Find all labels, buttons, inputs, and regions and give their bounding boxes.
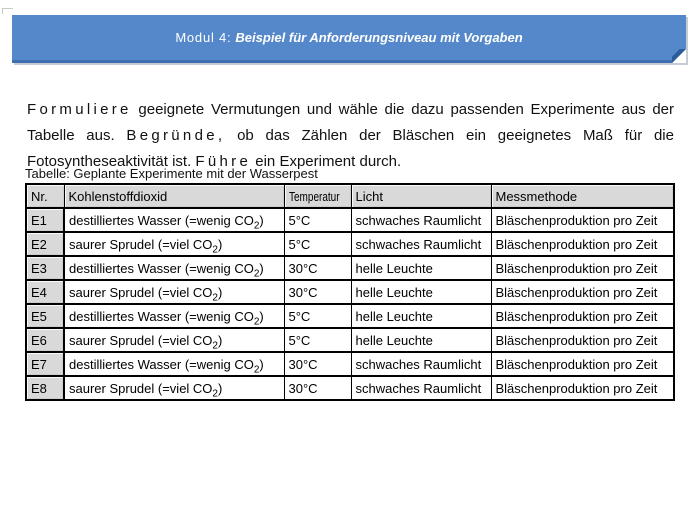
- table-cell: schwaches Raumlicht: [351, 232, 491, 256]
- table-row: [26, 232, 674, 256]
- table-cell: E2: [26, 232, 64, 256]
- table-cell: schwaches Raumlicht: [351, 376, 491, 400]
- table-cell: helle Leuchte: [351, 256, 491, 280]
- table-cell: E6: [26, 328, 64, 352]
- table-cell: helle Leuchte: [351, 304, 491, 328]
- crop-corner-mark: [2, 8, 13, 14]
- table-cell: Bläschenproduktion pro Zeit: [491, 376, 674, 400]
- table-body: [26, 208, 674, 400]
- column-header: Kohlenstoffdioxid: [64, 184, 284, 208]
- column-header: Licht: [351, 184, 491, 208]
- table-cell: Bläschenproduktion pro Zeit: [491, 256, 674, 280]
- table-cell: Bläschenproduktion pro Zeit: [491, 280, 674, 304]
- instruction-text: ein Experiment durch.: [251, 153, 402, 170]
- instruction-paragraph: [27, 97, 674, 175]
- table-row: [26, 304, 674, 328]
- table-cell: saurer Sprudel (=viel $CO_2$): [64, 376, 284, 400]
- table-row: [26, 280, 674, 304]
- table-cell: 30°C: [284, 376, 351, 400]
- column-header: Messmethode: [491, 184, 674, 208]
- table-cell: helle Leuchte: [351, 328, 491, 352]
- instruction-text: ob das Zählen der Bläschen ein geeignetes Maß für die Fotosyntheseaktivität ist.: [27, 127, 674, 170]
- table-cell: saurer Sprudel (=viel $CO_2$): [64, 328, 284, 352]
- table-cell: destilliertes Wasser (=wenig $CO_2$): [64, 304, 284, 328]
- table-cell: Bläschenproduktion pro Zeit: [491, 208, 674, 232]
- instruction-text: geeignete Vermutungen und wähle die dazu passenden Experimente aus der Tabelle aus.: [27, 101, 674, 144]
- column-header: [284, 184, 351, 208]
- table-cell: E4: [26, 280, 64, 304]
- table-cell: Bläschenproduktion pro Zeit: [491, 232, 674, 256]
- column-header: Nr.: [26, 184, 64, 208]
- table-row: [26, 352, 674, 376]
- table-row: [26, 376, 674, 400]
- experiments-table: [25, 183, 675, 401]
- table-cell: destilliertes Wasser (=wenig $CO_2$): [64, 352, 284, 376]
- command-word: Formuliere: [27, 101, 132, 118]
- table-cell: saurer Sprudel (=viel $CO_2$): [64, 280, 284, 304]
- title-banner: [12, 15, 686, 63]
- banner-title-prefix: Modul 4:: [175, 30, 232, 45]
- table-cell: destilliertes Wasser (=wenig $CO_2$): [64, 208, 284, 232]
- table-cell: E3: [26, 256, 64, 280]
- table-cell: destilliertes Wasser (=wenig $CO_2$): [64, 256, 284, 280]
- banner-title-emphasis: Beispiel für Anforderungsniveau mit Vorgaben: [235, 30, 523, 45]
- table-cell: schwaches Raumlicht: [351, 208, 491, 232]
- table-header-row: [26, 184, 674, 208]
- command-word: Führe: [195, 153, 252, 170]
- table-cell: 30°C: [284, 256, 351, 280]
- table-cell: Bläschenproduktion pro Zeit: [491, 352, 674, 376]
- command-word: Begründe,: [126, 127, 226, 144]
- table-cell: E7: [26, 352, 64, 376]
- table-cell: schwaches Raumlicht: [351, 352, 491, 376]
- table-cell: Bläschenproduktion pro Zeit: [491, 304, 674, 328]
- table-cell: 5°C: [284, 328, 351, 352]
- table-cell: E1: [26, 208, 64, 232]
- table-cell: 5°C: [284, 208, 351, 232]
- table-caption: Tabelle: Geplante Experimente mit der Wasserpest: [25, 166, 318, 181]
- table-cell: 30°C: [284, 280, 351, 304]
- table-cell: 30°C: [284, 352, 351, 376]
- table-cell: 5°C: [284, 232, 351, 256]
- table-cell: helle Leuchte: [351, 280, 491, 304]
- table-cell: E5: [26, 304, 64, 328]
- table-row: [26, 328, 674, 352]
- banner-folded-corner: [672, 49, 686, 63]
- table-cell: E8: [26, 376, 64, 400]
- table-cell: Bläschenproduktion pro Zeit: [491, 328, 674, 352]
- column-header-label: Temperatur: [288, 189, 340, 204]
- table-row: [26, 208, 674, 232]
- table-header: [26, 184, 674, 208]
- table-row: [26, 256, 674, 280]
- table-cell: saurer Sprudel (=viel $CO_2$): [64, 232, 284, 256]
- table-cell: 5°C: [284, 304, 351, 328]
